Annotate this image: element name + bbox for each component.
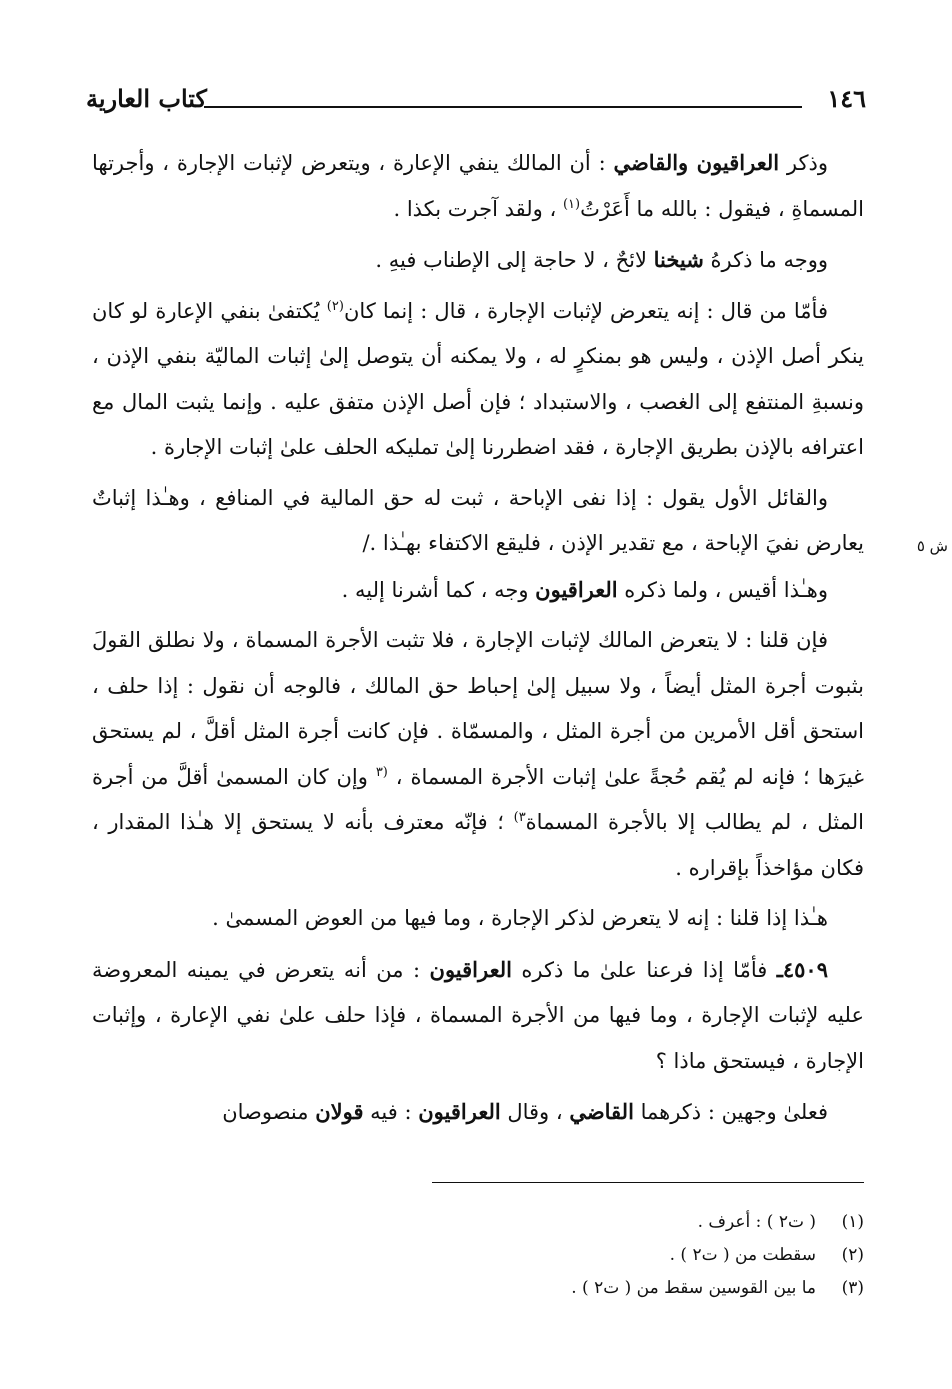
paragraph-9: فعلىٰ وجهين : ذكرهما القاضي ، وقال العراقيون : فيه قولان منصوصان <box>222 1099 828 1124</box>
footnote-number: (٢) <box>841 1245 864 1265</box>
footnote <box>164 1206 864 1239</box>
bold-term: العراقيون <box>429 956 512 982</box>
footnote-text: ( ت٢ ) : أعرف . <box>697 1212 816 1232</box>
main-text <box>92 140 948 1136</box>
paragraph-5: وهـٰذا أقيس ، ولما ذكره العراقيون وجه ، كما أشرنا إليه . <box>341 576 828 602</box>
footnote-separator <box>432 1182 864 1183</box>
page-number: ١٤٦ <box>827 84 866 113</box>
paragraph-4: ش ٥ والقائل الأول يقول : إذا نفى الإباحة ، ثبت له حق المالية في المنافع ، وهـٰذا إثباتٌ يعارض نفيَ الإباحة ، مع تقدير الإذن ، فليقع الاكتفاء بهـٰذا ./ <box>92 476 864 567</box>
paragraph-3: فأمّا من قال : إنه يتعرض لإثبات الإجارة ، قال : إنما كان$^{(٢)}$ يُكتفىٰ بنفي الإعارة لو كان ينكر أصل الإذن ، وليس هو بمنكرٍ له ، ولا يمكنه أن يتوصل إلىٰ إثبات الماليّة بنفي الإذن ، ونسبةِ المنتفع إلى الغصب ، والاستبداد ؛ فإن أصل الإذن متفق عليه . وإنما يثبت المال مع اعترافه بالإذن بطريق الإجارة ، فقد اضطررنا إلىٰ تمليكه الحلف علىٰ إثبات الإجارة . <box>92 298 864 459</box>
bold-term: القاضي <box>569 1099 634 1124</box>
bold-term: العراقيون والقاضي <box>613 150 780 175</box>
bold-term: قولان <box>315 1099 364 1124</box>
bold-term: العراقيون <box>535 576 618 602</box>
margin-note: ش ٥ <box>916 536 948 555</box>
running-title: كتاب العارية <box>86 84 207 113</box>
footnote-text: سقطت من ( ت٢ ) . <box>669 1245 816 1265</box>
footnote-bracket-open: (٣ <box>375 764 388 780</box>
footnote-number: (١) <box>841 1212 864 1232</box>
header-rule <box>204 106 802 108</box>
bold-term: شيخنا <box>653 247 704 272</box>
paragraph-8: ٤٥٠٩ـ فأمّا إذا فرعنا علىٰ ما ذكره العراقيون : من أنه يتعرض في يمينه المعروضة عليه لإثبات الإجارة ، وما فيها من الأجرة المسماة ، فإذا حلف علىٰ نفي الإعارة ، وإثبات الإجارة ، فيستحق ماذا ؟ <box>92 956 864 1073</box>
footnotes <box>164 1206 864 1305</box>
footnote-text: ما بين القوسين سقط من ( ت٢ ) . <box>571 1278 816 1298</box>
paragraph-1: وذكر العراقيون والقاضي : أن المالك ينفي الإعارة ، ويتعرض لإثبات الإجارة ، وأجرتها المسماةِ ، فيقول : بالله ما أَعَرْتُ$^{(١)}$ ، ولقد آجرت بكذا . <box>92 150 864 221</box>
paragraph-2: ووجه ما ذكرهُ شيخنا لائحٌ ، لا حاجة إلى الإطناب فيهِ . <box>375 247 828 272</box>
bold-term: العراقيون <box>418 1099 501 1124</box>
paragraph-7: هـٰذا إذا قلنا : إنه لا يتعرض لذكر الإجارة ، وما فيها من العوض المسمىٰ . <box>212 906 828 930</box>
footnote-number: (٣) <box>841 1278 864 1298</box>
footnote-ref-1: (١) <box>562 196 581 212</box>
issue-number: ٤٥٠٩ـ <box>776 956 828 982</box>
footnote <box>164 1239 864 1272</box>
footnote <box>164 1272 864 1305</box>
page-header <box>86 78 866 118</box>
footnote-ref-2: (٢) <box>326 298 344 314</box>
paragraph-6: فإن قلنا : لا يتعرض المالك لإثبات الإجارة ، فلا تثبت الأجرة المسماة ، ولا نطلق القولَ بثبوت أجرة المثل أيضاً ، ولا سبيل إلىٰ إحباط حق المالك ، فالوجه أن نقول : إذا حلف ، استحق أقل الأمرين من أجرة المثل ، والمسمّاة . فإن كانت أجرة المثل أقلَّ ، لم يستحق غيرَها ؛ فإنه لم يُقم حُجةً علىٰ إثبات الأجرة المسماة ، $^{(٣}$ وإن كان المسمىٰ أقلَّ من أجرة المثل ، لم يطالب إلا بالأجرة المسماة$^{٣)}$ ؛ فإنّه معترف بأنه لا يستحق إلا هـٰذا المقدار ، فكان مؤاخذاً بإقراره . <box>92 628 864 880</box>
footnote-bracket-close: ٣) <box>513 810 526 825</box>
